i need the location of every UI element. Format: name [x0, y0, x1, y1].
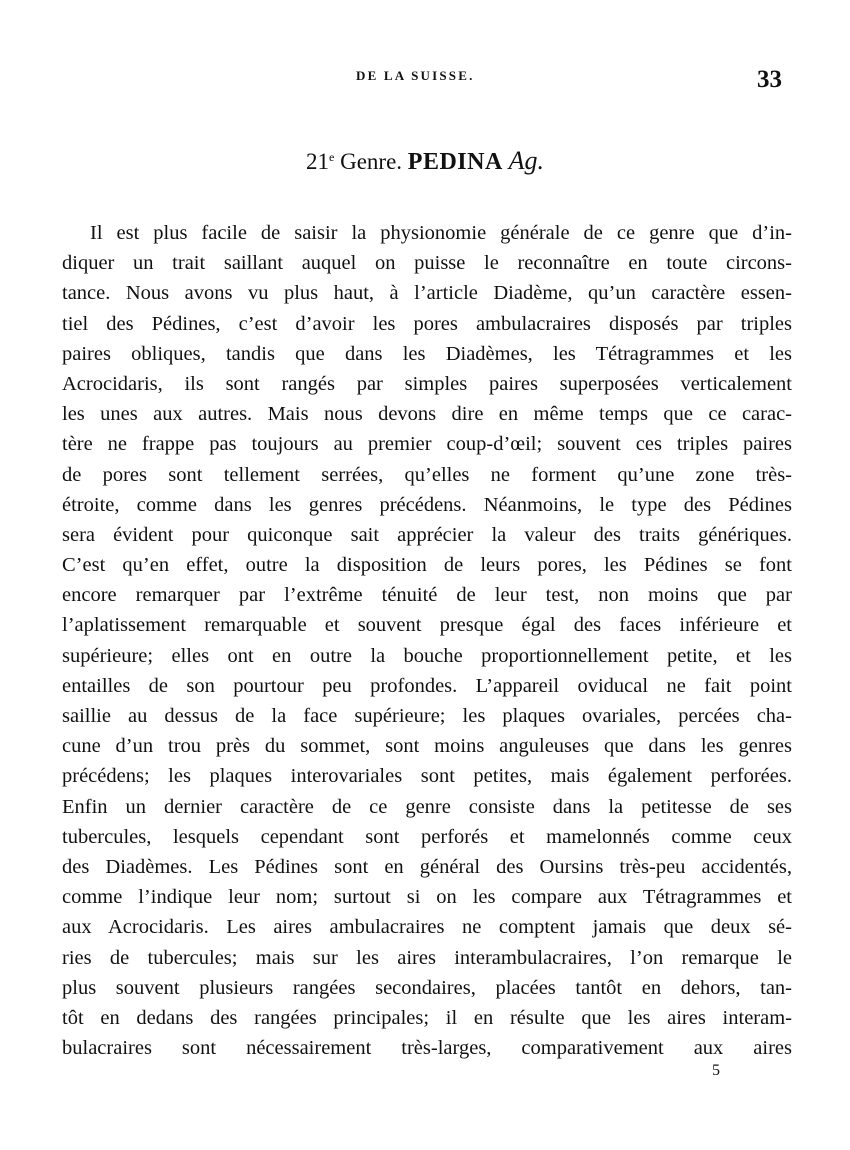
text-line: bulacraires sont nécessairement très-larges, comparativement aux aires — [62, 1037, 792, 1060]
heading-ordinal-suffix: e — [329, 150, 335, 164]
heading-genus: PEDINA — [407, 149, 503, 175]
text-line: de pores sont tellement serrées, qu’elles ne forment qu’une zone très- — [62, 463, 792, 486]
running-head — [0, 66, 850, 96]
text-line: l’aplatissement remarquable et souvent presque égal des faces inférieure et — [62, 614, 792, 637]
text-line: Enfin un dernier caractère de ce genre consiste dans la petitesse de ses — [62, 795, 792, 818]
text-line: plus souvent plusieurs rangées secondaires, placées tantôt en dehors, tan- — [62, 976, 792, 999]
text-line: tiel des Pédines, c’est d’avoir les pores ambulacraires disposés par triples — [62, 312, 792, 335]
text-line: tance. Nous avons vu plus haut, à l’article Diadème, qu’un caractère essen- — [62, 282, 792, 305]
text-line: précédens; les plaques interovariales sont petites, mais également perforées. — [62, 765, 792, 788]
text-line: aux Acrocidaris. Les aires ambulacraires ne comptent jamais que deux sé- — [62, 916, 792, 939]
text-line: encore remarquer par l’extrême ténuité de leur test, non moins que par — [62, 584, 792, 607]
running-title: DE LA SUISSE. — [356, 68, 475, 83]
text-line: des Diadèmes. Les Pédines sont en général des Oursins très-peu accidentés, — [62, 855, 792, 878]
text-line: les unes aux autres. Mais nous devons dire en même temps que ce carac- — [62, 403, 792, 426]
text-line: tôt en dedans des rangées principales; il en résulte que les aires interam- — [62, 1006, 792, 1029]
text-line: sera évident pour quiconque sait apprécier la valeur des traits génériques. — [62, 523, 792, 546]
heading-word: Genre. — [340, 149, 403, 174]
text-line: Il est plus facile de saisir la physionomie générale de ce genre que d’in- — [90, 222, 792, 244]
text-line: saillie au dessus de la face supérieure; les plaques ovariales, percées cha- — [62, 705, 792, 727]
heading-ordinal-number: 21 — [306, 149, 330, 174]
text-line: entailles de son pourtour peu profondes. L’appareil oviducal ne fait point — [62, 674, 792, 697]
text-line: tubercules, lesquels cependant sont perforés et mamelonnés comme ceux — [62, 825, 792, 848]
text-line: diquer un trait saillant auquel on puisse le reconnaître en toute circons- — [62, 252, 792, 275]
section-heading — [0, 146, 850, 176]
text-line: Acrocidaris, ils sont rangés par simples paires superposées verticalement — [62, 372, 792, 395]
page-number: 33 — [757, 66, 782, 93]
signature-mark: 5 — [712, 1062, 720, 1079]
text-line: cune d’un trou près du sommet, sont moins anguleuses que dans les genres — [62, 735, 792, 758]
text-line: ries de tubercules; mais sur les aires interambulacraires, l’on remarque le — [62, 946, 792, 969]
heading-author: Ag. — [508, 146, 544, 175]
text-line: supérieure; elles ont en outre la bouche proportionnellement petite, et les — [62, 644, 792, 667]
text-line: étroite, comme dans les genres précédens. Néanmoins, le type des Pédines — [62, 493, 792, 516]
text-line: comme l’indique leur nom; surtout si on les compare aux Tétragrammes et — [62, 886, 792, 909]
text-line: tère ne frappe pas toujours au premier coup-d’œil; souvent ces triples paires — [62, 433, 792, 456]
body-text — [62, 218, 792, 1063]
text-line: C’est qu’en effet, outre la disposition de leurs pores, les Pédines se font — [62, 554, 792, 577]
heading-ordinal — [306, 149, 334, 174]
text-line: paires obliques, tandis que dans les Diadèmes, les Tétragrammes et les — [62, 342, 792, 365]
